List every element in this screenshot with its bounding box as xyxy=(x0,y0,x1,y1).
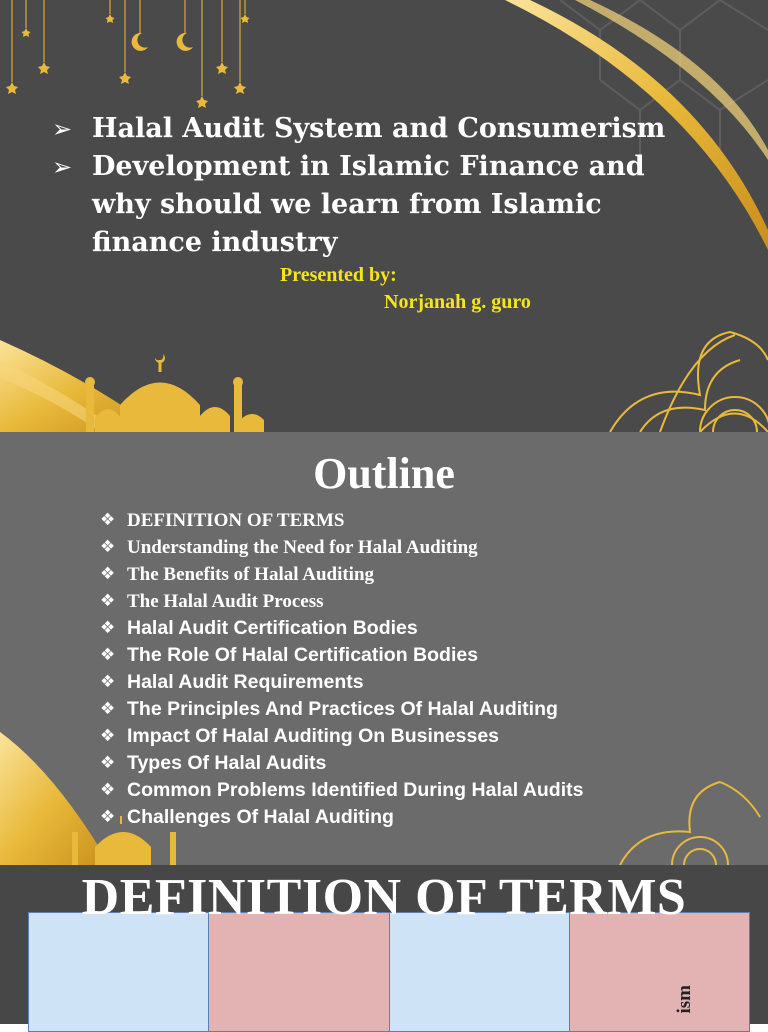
outline-item xyxy=(100,534,700,561)
outline-list xyxy=(100,507,700,831)
diamond-bullet-icon: ❖ xyxy=(100,726,116,746)
diamond-bullet-icon: ❖ xyxy=(100,564,116,584)
outline-item-text: Impact Of Halal Auditing On Businesses xyxy=(127,725,500,747)
outline-item-text: Halal Audit Requirements xyxy=(127,671,364,693)
mandala-ornament xyxy=(610,332,768,432)
title-bullet xyxy=(52,110,672,148)
definitions-title: DEFINITION OF TERMS xyxy=(81,869,687,926)
outline-item xyxy=(100,669,700,696)
crescent-moon-icon xyxy=(132,33,193,51)
star-icon xyxy=(6,14,250,108)
diamond-bullet-icon: ❖ xyxy=(100,780,116,800)
outline-item-text: The Principles And Practices Of Halal Auditing xyxy=(127,698,558,720)
definition-cell xyxy=(390,913,570,1031)
outline-title: Outline xyxy=(313,449,455,498)
definition-table xyxy=(28,912,750,1032)
outline-item-text: Types Of Halal Audits xyxy=(127,752,327,774)
diamond-bullet-icon: ❖ xyxy=(100,510,116,530)
diamond-bullet-icon: ❖ xyxy=(100,807,116,827)
outline-item xyxy=(100,804,700,831)
presented-by-label: Presented by: xyxy=(280,264,397,286)
definition-cell xyxy=(209,913,389,1031)
outline-item-text: Challenges Of Halal Auditing xyxy=(127,806,394,828)
outline-item xyxy=(100,642,700,669)
outline-item-text: Halal Audit Certification Bodies xyxy=(127,617,418,639)
diamond-bullet-icon: ❖ xyxy=(100,645,116,665)
title-bullet-text: Development in Islamic Finance and why should we learn from Islamic finance industry xyxy=(92,151,645,258)
outline-item xyxy=(100,696,700,723)
outline-item xyxy=(100,777,700,804)
diamond-bullet-icon: ❖ xyxy=(100,591,116,611)
outline-item-text: DEFINITION OF TERMS xyxy=(127,510,345,531)
definition-cell xyxy=(29,913,209,1031)
title-bullet xyxy=(52,148,672,262)
outline-item xyxy=(100,561,700,588)
presenter-name: Norjanah g. guro xyxy=(384,291,531,313)
outline-item-text: The Benefits of Halal Auditing xyxy=(127,564,375,585)
definition-cell xyxy=(570,913,749,1031)
outline-item xyxy=(100,588,700,615)
outline-item xyxy=(100,723,700,750)
slide-title xyxy=(0,0,768,432)
outline-item xyxy=(100,750,700,777)
diamond-bullet-icon: ❖ xyxy=(100,618,116,638)
title-bullet-text: Halal Audit System and Consumerism xyxy=(92,113,666,144)
mosque-silhouette xyxy=(85,354,264,432)
outline-item-text: Common Problems Identified During Halal Audits xyxy=(127,779,584,801)
arrow-bullet-icon: ➢ xyxy=(52,153,73,181)
outline-item-text: The Role Of Halal Certification Bodies xyxy=(127,644,479,666)
rotated-cell-text: ism xyxy=(674,985,695,1014)
outline-item xyxy=(100,615,700,642)
diamond-bullet-icon: ❖ xyxy=(100,672,116,692)
outline-item xyxy=(100,507,700,534)
hanging-strings xyxy=(12,0,245,96)
outline-item-text: The Halal Audit Process xyxy=(127,591,324,612)
arrow-bullet-icon: ➢ xyxy=(52,115,73,143)
diamond-bullet-icon: ❖ xyxy=(100,753,116,773)
diamond-bullet-icon: ❖ xyxy=(100,537,116,557)
title-bullets xyxy=(52,110,672,262)
diamond-bullet-icon: ❖ xyxy=(100,699,116,719)
outline-item-text: Understanding the Need for Halal Auditing xyxy=(127,537,478,558)
